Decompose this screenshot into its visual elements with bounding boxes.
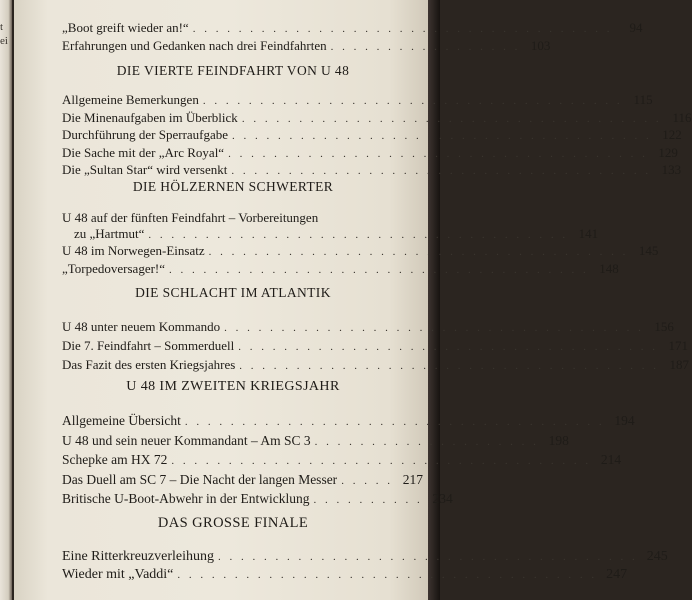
toc-entry-page: 116 [672,109,692,125]
toc-entry-page: 103 [530,37,551,53]
toc-entry-title: Das Duell am SC 7 – Die Nacht der langen Messer [62,471,338,487]
toc-entry [62,92,653,110]
toc-entry-title: Das Fazit des ersten Kriegsjahres [62,357,236,372]
toc-entry [62,243,659,261]
toc-entry-title: Britische U-Boot-Abwehr in der Entwicklung [62,491,310,506]
toc-section [62,378,635,510]
toc-entry-title: Schepke am HX 72 [62,452,168,467]
toc-entry-page: 245 [646,549,668,564]
toc-section [62,284,690,375]
toc-entry-page: 234 [432,491,453,506]
leader-dots: . . . . . . . . . . [313,494,423,506]
toc-entry-title: Wieder mit „Vaddi“ [62,567,174,582]
toc-entry-title: Allgemeine Bemerkungen [62,92,199,107]
toc-entry-page: 141 [578,225,599,241]
toc-entry-title: Die „Sultan Star“ wird versenkt [62,162,228,177]
toc-entry-page: 94 [629,20,643,35]
toc-section-continued [62,20,643,55]
toc-section [62,62,692,180]
leader-dots: . . . . . . . . . . . . . . . . . . . . . . . . . . . . . . . . . . . . . [202,95,623,107]
leader-dots: . . . . . . . . . . . . . . . . . . . . . . . . . . . . . . . . . . . . . [171,455,592,467]
toc-entry-page: 145 [638,243,659,258]
section-heading: DIE HÖLZERNEN SCHWERTER [132,179,334,194]
section-heading: DAS GROSSE FINALE [157,515,309,531]
leader-dots: . . . . . . . . . . . . . . . . . . . . . . . . . . . . . . . . . . . . . [241,112,662,125]
toc-entry-page: 156 [654,319,674,334]
toc-entry-page: 214 [600,452,622,467]
toc-entry-title: U 48 auf der fünften Feindfahrt – Vorbereitungen [62,210,319,225]
leader-dots: . . . . . . . . . . . . . . . . . [330,40,521,53]
leader-dots: . . . . . . . . . . . . . . . . . . . . . . . . . . . . . . . . . . . . . [208,246,629,258]
toc-entry [62,225,599,244]
section-heading: U 48 IM ZWEITEN KRIEGSJAHR [126,379,340,394]
toc-entry-page: 115 [633,92,653,107]
toc-entry-title: Durchführung der Sperraufgabe [62,127,229,142]
leader-dots: . . . . . . . . . . . . . . . . . . . . . . . . . . . . . . . . . . . . . [169,263,589,276]
toc-entry-title: Allgemeine Übersicht [62,413,181,428]
toc-entry-title: zu „Hartmut“ [74,225,145,241]
leader-dots: . . . . . . . . . . . . . . . . . . . . . . . . . . . . . . . . . . . . . [218,551,638,563]
leader-dots: . . . . . . . . . . . . . . . . . . . . . . . . . . . . . . . . . . . . . [192,23,613,35]
toc-entry-title: Die 7. Feindfahrt – Sommerduell [62,338,235,353]
toc-entry [62,37,551,56]
toc-entry [62,20,643,38]
leader-dots: . . . . . . . . . . . . . . . . . . . . . . . . . . . . . . . . . . . . . [231,165,652,177]
edge-text-2: ei [0,35,8,47]
toc-entry [62,144,678,163]
toc-entry-title: U 48 unter neuem Kommando [62,319,221,334]
toc-section [62,178,659,278]
toc-section [62,514,668,584]
toc-entry-title: Die Sache mit der „Arc Royal“ [62,144,225,160]
toc-entry-title: „Torpedoversager!“ [62,260,166,276]
book-page [14,0,692,600]
toc-entry [62,109,692,128]
edge-text-1: t [0,21,4,33]
toc-entry [62,432,569,452]
toc-entry-page: 171 [668,338,688,353]
toc-entry-title: „Boot greift wieder an!“ [62,20,189,35]
toc-entry-page: 133 [661,162,682,177]
leader-dots: . . . . . . . . . . . . . . . . . . . . . . . . . . . . . . . . . . . . . [239,360,660,372]
toc-entry [62,471,423,491]
leader-dots: . . . . . . . . . . . . . . . . . . . . [314,435,539,448]
toc-entry [62,412,635,432]
toc-entry-page: 187 [669,357,690,372]
toc-entry [62,356,690,375]
leader-dots: . . . . . . . . . . . . . . . . . . . . . . . . . . . . . . . . . . . . . [232,130,652,142]
leader-dots: . . . . . . . . . . . . . . . . . . . . . . . . . . . . . . . . . . . . . [177,569,598,581]
leader-dots: . . . . . . . . . . . . . . . . . . . . . . . . . . . . . . . . . . . . . [228,147,648,160]
section-heading: DIE SCHLACHT IM ATLANTIK [135,285,331,300]
toc-entry-page: 217 [402,471,423,487]
toc-entry [62,451,622,471]
toc-entry-page: 129 [658,144,678,160]
toc-entry [62,318,674,337]
toc-entry [62,210,404,226]
toc-entry [62,162,682,180]
toc-entry [62,548,668,566]
toc-entry-title: Erfahrungen und Gedanken nach drei Feindfahrten [62,37,327,53]
leader-dots: . . . . . . . . . . . . . . . . . . . . . . . . . . . . . . . . . . . . . [224,322,644,334]
toc-entry-page: 148 [599,260,619,276]
toc-entry [62,490,453,510]
toc-entry-title: U 48 und sein neuer Kommandant – Am SC 3 [62,432,311,448]
toc-entry-page: 194 [614,413,635,428]
page-shadow [428,0,440,600]
toc-entry [62,566,628,584]
toc-entry [62,337,688,356]
toc-entry-title: U 48 im Norwegen-Einsatz [62,243,205,258]
toc-entry-title: Eine Ritterkreuzverleihung [62,549,214,564]
leader-dots: . . . . . . . . . . . . . . . . . . . . . . . . . . . . . . . . . . . . . [238,341,658,353]
section-heading: DIE VIERTE FEINDFAHRT VON U 48 [116,63,350,78]
leader-dots: . . . . . . . . . . . . . . . . . . . . . . . . . . . . . . . . . . . . . [184,416,605,428]
leader-dots: . . . . . [341,474,393,487]
leader-dots: . . . . . . . . . . . . . . . . . . . . . . . . . . . . . . . . . . . . . [148,228,569,241]
toc-entry-title: Die Minenaufgaben im Überblick [62,109,238,125]
toc-entry-page: 198 [548,432,569,448]
adjacent-page-edge [0,0,12,600]
toc-entry [62,260,619,279]
toc-entry-page: 122 [662,127,682,142]
toc-entry-page: 247 [606,567,628,582]
toc-entry [62,127,682,145]
